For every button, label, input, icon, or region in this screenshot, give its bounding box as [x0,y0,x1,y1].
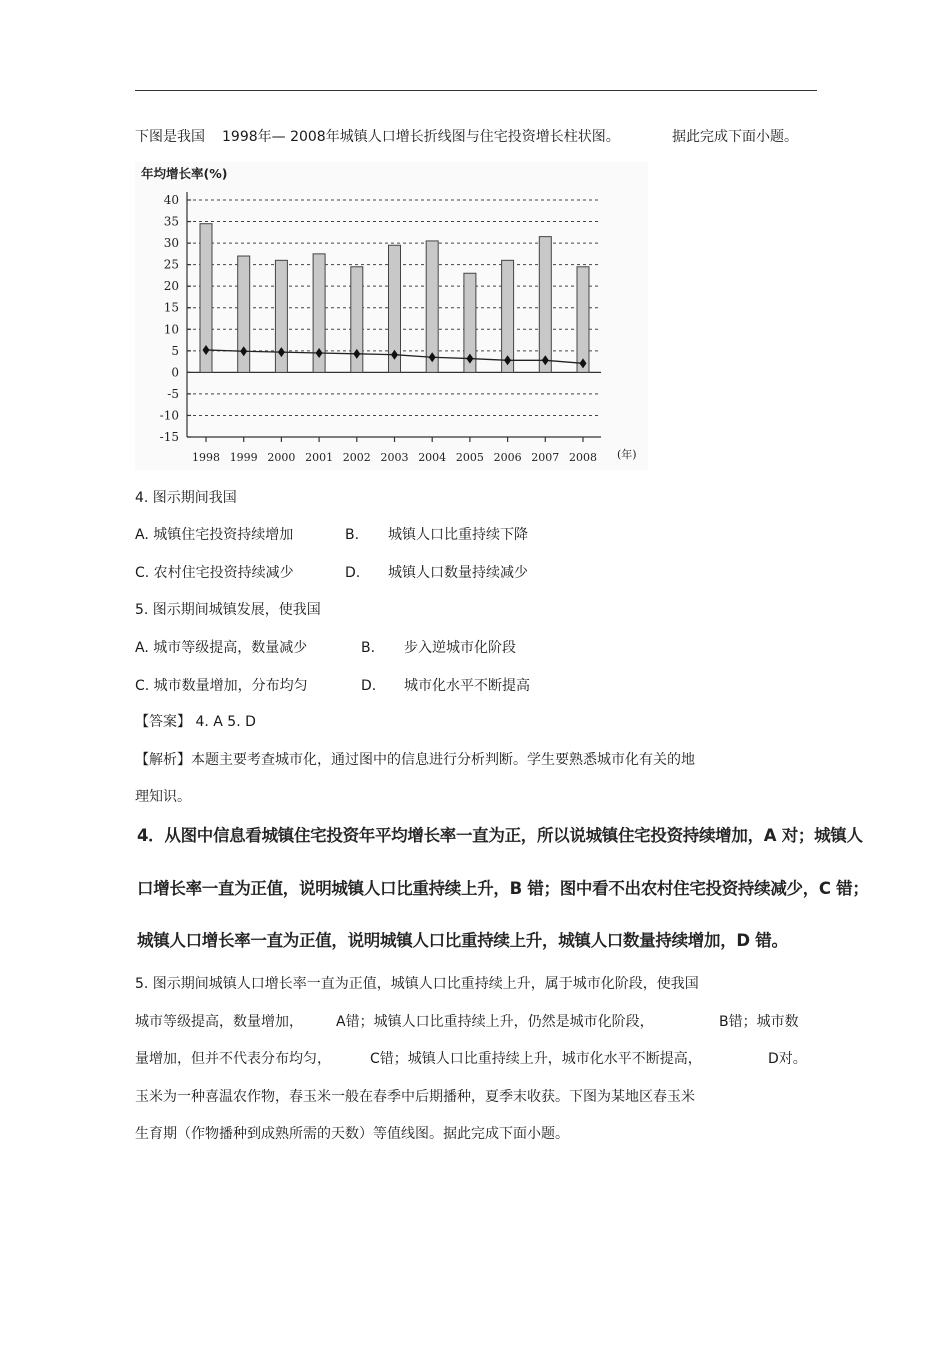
x-tick-label-2006: 2006 [493,451,522,464]
x-axis-label: (年) [617,448,637,461]
q4-option-b-key: B. [345,527,360,543]
y-tick-label: 35 [163,214,179,229]
y-tick-label: 30 [163,236,179,251]
q5-stem: 5. 图示期间城镇发展，使我国 [135,602,321,618]
x-tick-label-2002: 2002 [342,451,371,464]
explain5-line-3a: 量增加，但并不代表分布均匀， [135,1051,331,1067]
x-tick-label-2005: 2005 [455,451,484,464]
y-tick-label: 25 [163,257,179,272]
x-tick-label-1998: 1998 [192,451,220,464]
q5-option-d-key: D. [361,678,377,694]
y-tick-label: 40 [163,193,179,207]
y-tick-label: -5 [167,386,179,401]
q4-stem: 4. 图示期间我国 [135,490,237,506]
y-tick-label: 20 [163,279,179,294]
y-tick-label: 10 [163,322,179,337]
q5-option-b-key: B. [361,640,376,656]
x-tick-label-2001: 2001 [305,451,334,464]
intro-prefix: 下图是我国 [135,129,205,145]
q4-option-c: C. 农村住宅投资持续减少 [135,565,294,581]
analysis-line-2: 理知识。 [135,789,191,805]
q5-option-a: A. 城市等级提高，数量减少 [135,640,308,656]
x-tick-label-2000: 2000 [267,451,296,464]
growth-chart-svg [135,162,648,470]
explain5-line-2c: B错；城市数 [719,1014,799,1030]
header-rule [135,90,817,91]
x-tick-label-1999: 1999 [229,451,258,464]
y-tick-label: 0 [171,365,179,380]
x-tick-label-2004: 2004 [418,451,447,464]
x-tick-label-2003: 2003 [380,451,409,464]
q5-option-d-text: 城市化水平不断提高 [404,678,530,694]
intro-years: 1998年— 2008年城镇人口增长折线图与住宅投资增长柱状图。 [222,129,620,145]
explain5-line-2a: 城市等级提高，数量增加， [135,1014,303,1030]
bar-2007 [539,237,551,373]
explain5-line-3b: C错；城镇人口比重持续上升，城市化水平不断提高， [370,1051,702,1067]
chart-title: 年均增长率(%) [141,166,228,181]
q5-option-c: C. 城市数量增加，分布均匀 [135,678,308,694]
explain4-line-3: 城镇人口增长率一直为正值，说明城镇人口比重持续上升，城镇人口数量持续增加，D 错。 [137,931,788,950]
q4-option-b-text: 城镇人口比重持续下降 [388,527,528,543]
next-intro-line-2: 生育期（作物播种到成熟所需的天数）等值线图。据此完成下面小题。 [135,1126,569,1142]
y-tick-label: -10 [159,408,179,423]
x-tick-label-2007: 2007 [531,451,560,464]
q4-option-d-text: 城镇人口数量持续减少 [388,565,528,581]
x-tick-label-2008: 2008 [569,451,597,464]
analysis-line-1: 【解析】本题主要考查城市化，通过图中的信息进行分析判断。学生要熟悉城市化有关的地 [135,752,695,768]
q5-option-b-text: 步入逆城市化阶段 [404,640,516,656]
explain5-line-2b: A错；城镇人口比重持续上升，仍然是城市化阶段， [336,1014,654,1030]
explain5-line-1: 5. 图示期间城镇人口增长率一直为正值，城镇人口比重持续上升，属于城市化阶段，使我国 [135,976,699,992]
q4-option-d-key: D. [345,565,361,581]
explain4-line-2: 口增长率一直为正值，说明城镇人口比重持续上升，B 错；图中看不出农村住宅投资持续减少，C 错； [137,879,869,898]
intro-suffix: 据此完成下面小题。 [672,129,798,145]
y-tick-label: 5 [171,343,179,358]
growth-chart [135,162,648,470]
answer-line: 【答案】 4. A 5. D [135,714,256,730]
next-intro-line-1: 玉米为一种喜温农作物，春玉米一般在春季中后期播种，夏季末收获。下图为某地区春玉米 [135,1089,695,1105]
q4-option-a: A. 城镇住宅投资持续增加 [135,527,294,543]
explain4-line-1: 4．从图中信息看城镇住宅投资年平均增长率一直为正，所以说城镇住宅投资持续增加，A 对；城镇人 [137,826,863,845]
y-tick-label: 15 [163,300,179,315]
bar-2008 [577,267,589,373]
y-tick-label: -15 [159,430,179,444]
explain5-line-3c: D对。 [768,1051,807,1067]
